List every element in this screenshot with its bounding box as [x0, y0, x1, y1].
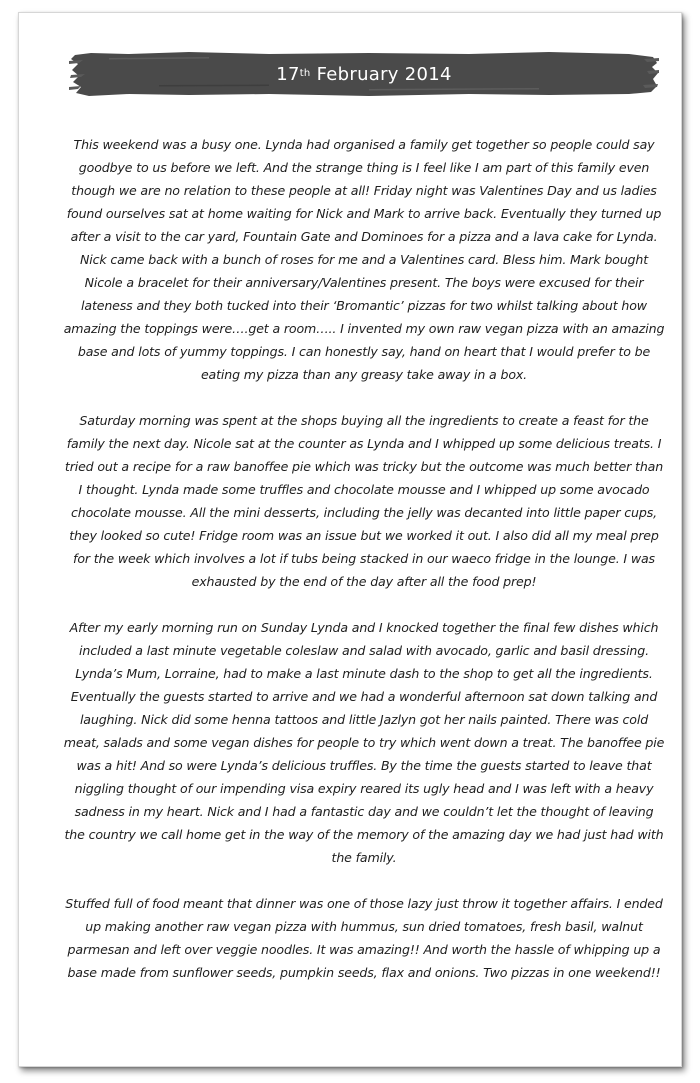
entry-day-suffix: th — [299, 67, 311, 79]
entry-day: 17 — [276, 63, 300, 85]
paragraph-4: Stuffed full of food meant that dinner was one of those lazy just throw it together affairs. I ended up making another raw vegan pizza with hummus, sun dried tomatoes, fresh basil, walnut parmesan and left over veggie noodles. It was amazing!! And worth the hassle of whipping up a base made from sunflower seeds, pumpkin seeds, flax and onions. Two pizzas in one weekend!! — [65, 896, 663, 980]
paragraph-2: Saturday morning was spent at the shops buying all the ingredients to create a feast for the family the next day. Nicole sat at the counter as Lynda and I whipped up some delicious treats. I tried out a recipe for a raw banoffee pie which was tricky but the outcome was much better than I thought. Lynda made some truffles and chocolate mousse and I whipped up some avocado chocolate mousse. All the mini desserts, including the jelly was decanted into little paper cups, they looked so cute! Fridge room was an issue but we worked it out. I also did all my meal prep for the week which involves a lot if tubs being stacked in our waeco fridge in the lounge. I was exhausted by the end of the day after all the food prep! — [64, 413, 664, 589]
entry-date-title — [69, 49, 659, 99]
date-banner — [69, 49, 659, 99]
paragraph-3: After my early morning run on Sunday Lynda and I knocked together the final few dishes which included a last minute vegetable coleslaw and salad with avocado, garlic and basil dressing. Lynda’s Mum, Lorraine, had to make a last minute dash to the shop to get all the ingredients. Eventually the guests started to arrive and we had a wonderful afternoon sat down talking and laughing. Nick did some henna tattoos and little Jazlyn got her nails painted. There was cold meat, salads and some vegan dishes for people to try which went down a treat. The banoffee pie was a hit! And so were Lynda’s delicious truffles. By the time the guests started to leave that niggling thought of our impending visa expiry reared its ugly head and I was left with a heavy sadness in my heart. Nick and I had a fantastic day and we couldn’t let the thought of leaving the country we call home get in the way of the memory of the amazing day we had just had with the family. — [63, 620, 665, 865]
journal-body — [63, 133, 665, 1007]
paragraph-1: This weekend was a busy one. Lynda had organised a family get together so people could say goodbye to us before we left. And the strange thing is I feel like I am part of this family even though we are no relation to these people at all! Friday night was Valentines Day and us ladies found ourselves sat at home waiting for Nick and Mark to arrive back. Eventually they turned up after a visit to the car yard, Fountain Gate and Dominoes for a pizza and a lava cake for Lynda. Nick came back with a bunch of roses for me and a Valentines card. Bless him. Mark bought Nicole a bracelet for their anniversary/Valentines present. The boys were excused for their lateness and they both tucked into their ‘Bromantic’ pizzas for two whilst talking about how amazing the toppings were….get a room….. I invented my own raw vegan pizza with an amazing base and lots of yummy toppings. I can honestly say, hand on heart that I would prefer to be eating my pizza than any greasy take away in a box. — [63, 137, 665, 382]
journal-page — [18, 12, 682, 1067]
entry-month-year: February 2014 — [316, 63, 452, 85]
